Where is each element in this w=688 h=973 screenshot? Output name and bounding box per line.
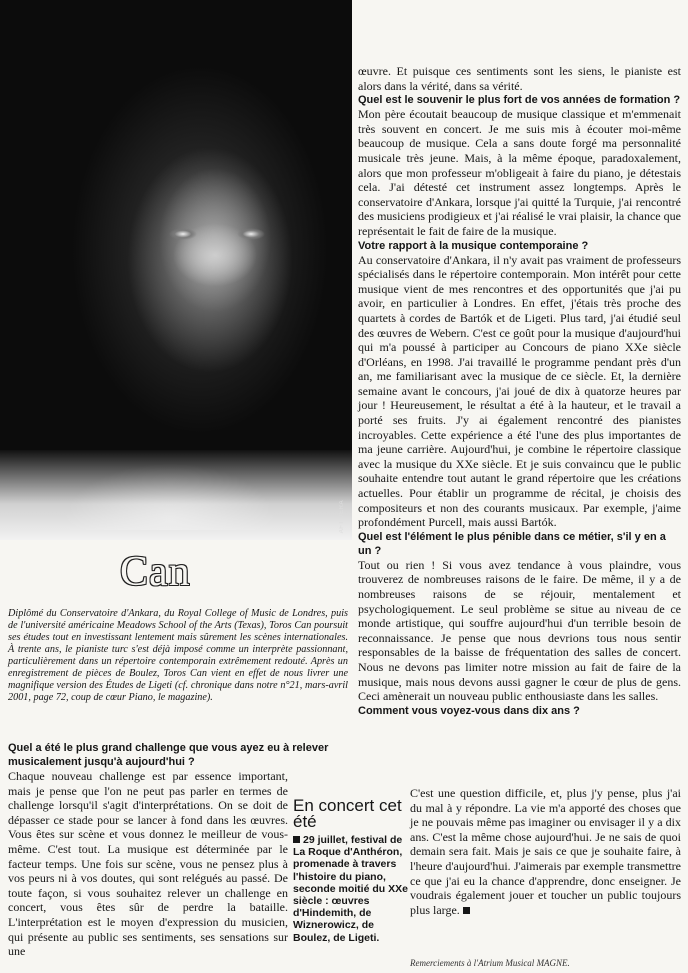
question-1: Quel a été le plus grand challenge que vous ayez eu à relever musicalement jusqu'à aujourd'hui ? — [8, 742, 329, 768]
answer-5-block — [410, 786, 681, 917]
answer-5-text: C'est une question difficile, et, plus j'y pense, plus j'ai du mal à y répondre. La vie m'a apporté des choses que je ne pouvais même pas imaginer ou envisager il y a dix ans. C'est la même chose aujourd'hui. Je ne sais de quoi demain sera fait. Mais je sais ce que je souhaite faire, à l'heure d'aujourd'hui. J'aimerais par exemple transmettre ce que j'ai eu la chance d'apprendre, donc enseigner. Je voudrais également jouer et toucher un public toujours plus large. — [410, 786, 681, 917]
artist-name-heading: Can — [120, 549, 191, 595]
portrait-shirt — [0, 450, 352, 540]
sidebar-title: En concert cet été — [293, 796, 402, 831]
photo-credit: AFT VERA — [339, 500, 345, 534]
answer-2: Mon père écoutait beaucoup de musique classique et m'emmenait très souvent en concert. Je me suis mis à écouter moi-même beaucoup de musique. Cela a sans doute forgé ma personnalité musicale très jeune. Mais, à la même époque, paradoxalement, alors que mon professeur m'obligeait à faire du piano, je détestais cela. J'ai détesté cet instrument assez longtemps. Après le conservatoire d'Ankara, lorsque j'ai quitté la Turquie, j'ai rencontré des musiciens prodigieux et j'ai réalisé le vrai plaisir, la chance que représentait le fait de faire de la musique. — [358, 107, 681, 238]
right-column — [358, 64, 681, 718]
concert-sidebar — [293, 798, 413, 944]
question-4: Quel est l'élément le plus pénible dans ce métier, s'il y en a un ? — [358, 530, 666, 557]
sidebar-text — [293, 834, 413, 944]
bullet-icon — [293, 836, 300, 843]
question-2: Quel est le souvenir le plus fort de vos années de formation ? — [358, 94, 681, 107]
question-5: Comment vous voyez-vous dans dix ans ? — [358, 704, 580, 717]
portrait-photo — [0, 0, 352, 540]
answer-5 — [410, 786, 681, 917]
acknowledgment: Remerciements à l'Atrium Musical MAGNE. — [410, 958, 570, 968]
intro-paragraph: Diplômé du Conservatoire d'Ankara, du Royal College of Music de Londres, puis de l'université américaine Meadows School of the Arts (Texas), Toros Can poursuit ses études tout en investissant lentement mais sûrement les scènes internationales. À trente ans, le pianiste turc s'est déjà imposé comme un interprète passionnant, particulièrement dans un répertoire contemporain extrêmement redouté. Après un enregistrement de pièces de Boulez, Toros Can vient en effet de nous livrer une magnifique version des Études de Ligeti (cf. chronique dans notre n°21, mars-avril 2001, page 72, coup de cœur Piano, le magazine). — [8, 608, 348, 704]
answer-3: Au conservatoire d'Ankara, il n'y avait pas vraiment de professeurs spécialisés dans le répertoire contemporain. Mon intérêt pour cette musique vient de mes rencontres et des opportunités que j'ai pu avoir, en particulier à Londres. En effet, j'étais très proche des quartets à cordes de Bartók et de Ligeti. Plus tard, j'ai étudié seul des œuvres de Webern. C'est ce goût pour la musique d'aujourd'hui qui m'a poussé à participer au Concours de piano XXe siècle d'Orléans, en 1998. J'ai travaillé le programme pendant près d'un an, me familiarisant avec la musique de ce siècle. Et, la dernière semaine avant le concours, j'ai joué de dix à quatorze heures par jour ! Heureusement, le résultat a été à la hauteur, et le travail a porté ses fruits. J'y ai également rencontré des pianistes incroyables. Cette expérience a été l'une des plus importantes de ma jeune carrière. Aujourd'hui, je combine le répertoire classique avec la musique du XXe siècle. Et je suis convaincu que le public souhaite entendre tout autant le grand répertoire que les créations actuelles. Pour établir un programme de récital, je choisis des compositeurs et non des courants musicaux. Par exemple, j'aime profondément Purcell, mais aussi Bartók. — [358, 252, 681, 530]
portrait-eye-right — [234, 228, 268, 240]
answer-4: Tout ou rien ! Si vous avez tendance à vous plaindre, vous trouverez de nombreuses raisons de le faire. De même, il y a de nombreuses raisons de se réjouir, mentalement et psychologiquement. Le seul problème se situe au niveau de ce monde artistique, qui souffre aujourd'hui d'un terrible besoin de reconnaissance. Je pense que nous devrions tous nous sentir responsables de la baisse de fréquentation des salles de concert. Nous ne devons pas limiter notre mission au fait de faire de la musique, mais nous devons aussi gagner le cœur de plus de gens. Ceci amènerait un nouveau public enthousiaste dans les salles. — [358, 557, 681, 704]
portrait-eye-left — [166, 228, 200, 240]
answer-1-part-2: œuvre. Et puisque ces sentiments sont les siens, le pianiste est alors dans la vérité, dans sa vérité. — [358, 64, 681, 93]
sidebar-text-content: 29 juillet, festival de La Roque d'Anthéron, promenade à travers l'histoire du piano, seconde moitié du XXe siècle : œuvres d'Hindemith, de Wiznerowicz, de Boulez, de Ligeti. — [293, 834, 408, 944]
portrait-face — [120, 120, 300, 360]
answer-1-part-1: Chaque nouveau challenge est par essence important, mais je pense que l'on ne peut pas parler en termes de challenge lorsqu'il s'agit d'interprétations. On se doit de dépasser ce stade pour se lancer à fond dans les œuvres. Vous êtes sur scène et vous donnez le meilleur de vous-même. C'est tout. La musique est déterminée par le facteur temps. Une fois sur scène, vous ne pensez plus à vos peurs ni à vos doutes, qui sont relégués au passé. De toute façon, si vous souhaitez relever un challenge en concert, vous êtes sûr de perdre la bataille. L'interprétation est le moyen d'expression du musicien, qui présente au public ses sentiments, ses sensations sur une — [8, 769, 288, 959]
end-mark-icon — [463, 907, 470, 914]
question-3: Votre rapport à la musique contemporaine ? — [358, 239, 589, 252]
